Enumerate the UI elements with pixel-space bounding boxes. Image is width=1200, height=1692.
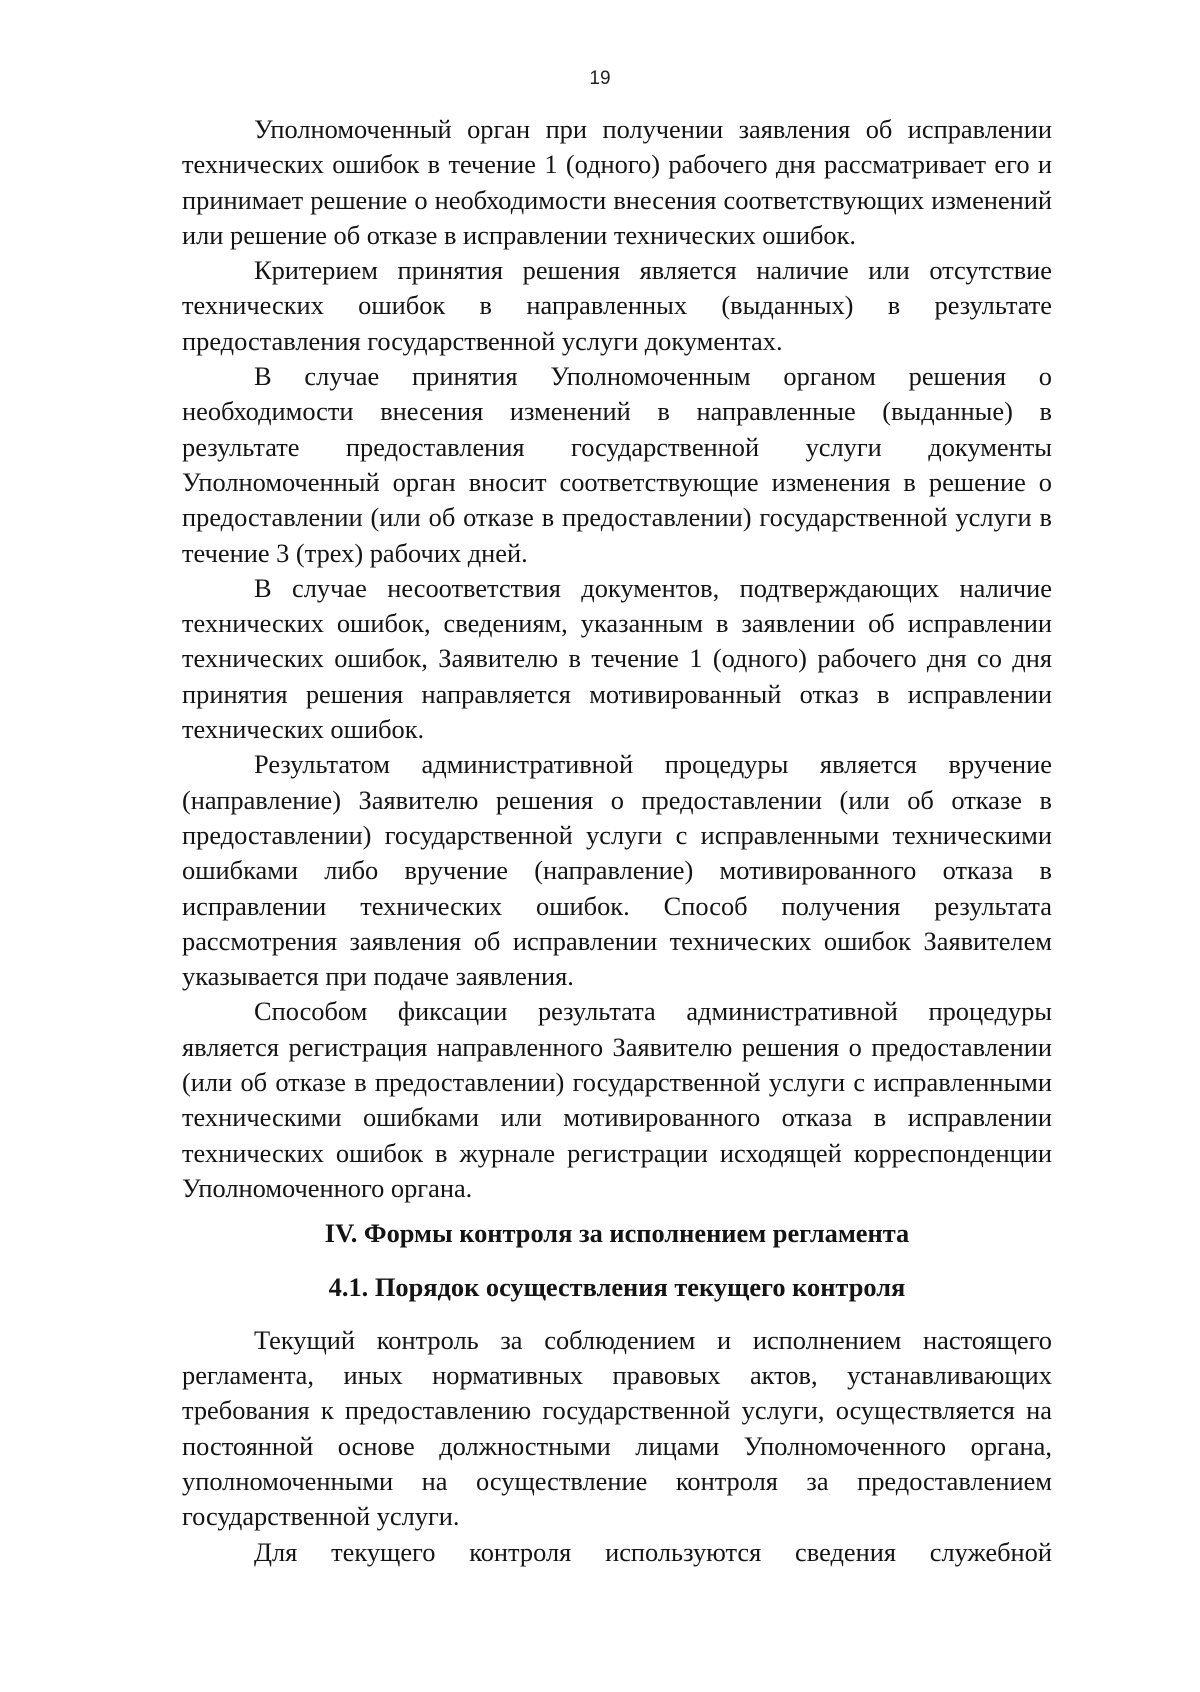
paragraph: В случае несоответствия документов, подтверждающих наличие технических ошибок, сведениям, указанным в заявлении об исправлении технических ошибок, Заявителю в течение 1 (одного) рабочего дня со дня принятия решения направляется мотивированный отказ в исправлении технических ошибок. xyxy=(182,572,1052,745)
paragraph: Уполномоченный орган при получении заявления об исправлении технических ошибок в течение 1 (одного) рабочего дня рассматривает его и принимает решение о необходимости внесения соответствующих изменений или решение об отказе в исправлении технических ошибок. xyxy=(182,114,1052,250)
paragraph: Способом фиксации результата административной процедуры является регистрация направленного Заявителю решения о предоставлении (или об отказе в предоставлении) государственной услуги с исправленными техническими ошибками или мотивированного отказа в исправлении технических ошибок в журнале регистрации исходящей корреспонденции Уполномоченного органа. xyxy=(182,996,1052,1203)
subsection-heading: 4.1. Порядок осуществления текущего контроля xyxy=(328,1271,906,1302)
paragraph-continued: Для текущего контроля используются сведения служебной xyxy=(254,1536,1052,1567)
paragraph: Текущий контроль за соблюдением и исполнением настоящего регламента, иных нормативных правовых актов, устанавливающих требования к предоставлению государственной услуги, осуществляется на постоянной основе должностными лицами Уполномоченного органа, уполномоченными на осуществление контроля за предоставлением государственной услуги. xyxy=(182,1324,1052,1532)
paragraph: Результатом административной процедуры является вручение (направление) Заявителю решения о предоставлении (или об отказе в предоставлении) государственной услуги с исправленными техническими ошибками либо вручение (направление) мотивированного отказа в исправлении технических ошибок. Способ получения результата рассмотрения заявления об исправлении технических ошибок Заявителем указывается при подаче заявления. xyxy=(182,749,1052,992)
page-body xyxy=(182,112,1052,1570)
paragraph: Критерием принятия решения является наличие или отсутствие технических ошибок в направленных (выданных) в результате предоставления государственной услуги документах. xyxy=(182,255,1052,356)
section-heading: IV. Формы контроля за исполнением регламента xyxy=(324,1218,910,1249)
page-number: 19 xyxy=(589,68,611,89)
paragraph: В случае принятия Уполномоченным органом решения о необходимости внесения изменений в направленные (выданные) в результате предоставления государственной услуги документы Уполномоченный орган вносит соответствующие изменения в решение о предоставлении (или об отказе в предоставлении) государственной услуги в течение 3 (трех) рабочих дней. xyxy=(182,361,1052,568)
